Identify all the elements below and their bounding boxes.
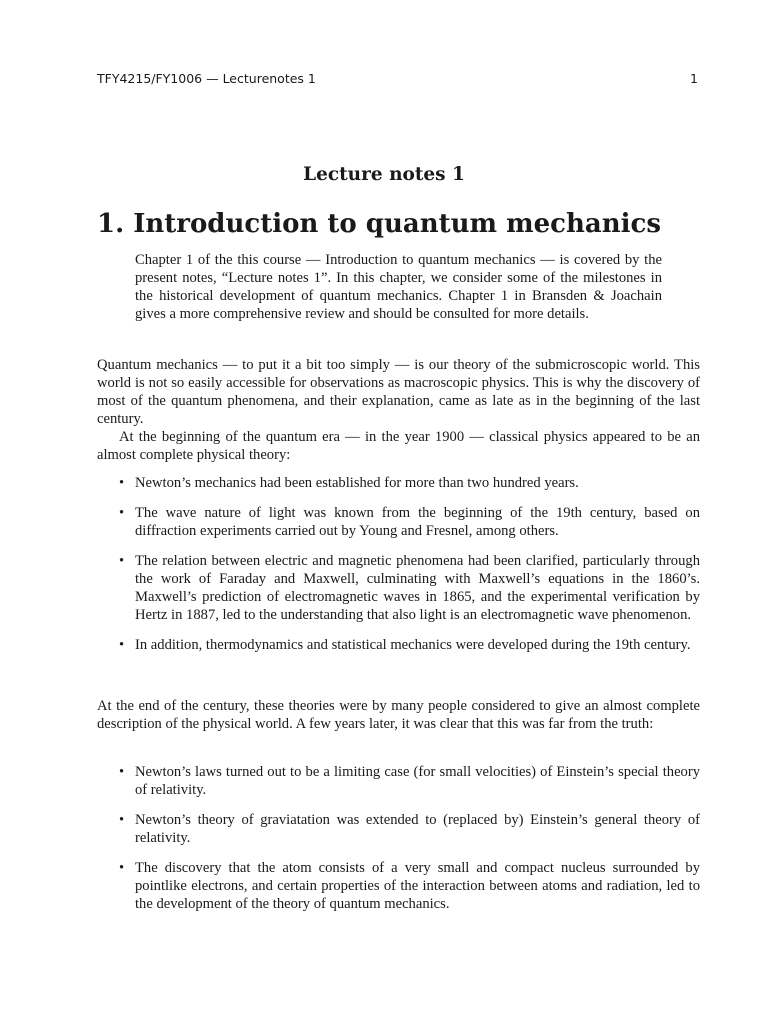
bullet-icon: • (119, 812, 125, 828)
page-number: 1 (690, 71, 698, 86)
list-item (97, 811, 700, 847)
list-item-text: Newton’s theory of graviatation was extended to (replaced by) Einstein’s general theory of relativity. (135, 812, 700, 846)
list-item (97, 859, 700, 913)
intro-block (97, 356, 700, 464)
list-item-text: The wave nature of light was known from the beginning of the 19th century, based on diffraction experiments carried out by Young and Fresnel, among others. (135, 505, 700, 539)
intro-paragraph: Quantum mechanics — to put it a bit too simply — is our theory of the submicroscopic world. This world is not so easily accessible for observations as macroscopic physics. This is why the discovery of most of the quantum phenomena, and their explanation, came as late as in the beginning of the last century. (97, 357, 700, 427)
bullet-icon: • (119, 764, 125, 780)
abstract: Chapter 1 of the this course — Introduction to quantum mechanics — is covered by the present notes, “Lecture notes 1”. In this chapter, we consider some of the milestones in the historical development of quantum mechanics. Chapter 1 in Bransden & Joachain gives a more comprehensive review and should be consulted for more details. (135, 252, 662, 322)
list-item-text: Newton’s mechanics had been established for more than two hundred years. (135, 475, 579, 491)
running-header (97, 70, 698, 88)
lecture-label: Lecture notes 1 (303, 164, 465, 185)
bullet-icon: • (119, 475, 125, 491)
bullet-icon: • (119, 637, 125, 653)
bullet-icon: • (119, 505, 125, 521)
list-item (97, 763, 700, 799)
bullet-icon: • (119, 553, 125, 569)
classical-physics-list (97, 474, 700, 666)
theory-revisions-list (97, 763, 700, 925)
list-item (97, 474, 700, 492)
header-course-title: TFY4215/FY1006 — Lecturenotes 1 (97, 71, 316, 86)
end-of-century-block (97, 697, 700, 733)
quantum-era-paragraph: At the beginning of the quantum era — in the year 1900 — classical physics appeared to be an almost complete physical theory: (97, 429, 700, 463)
list-item-text: The relation between electric and magnetic phenomena had been clarified, particularly through the work of Faraday and Maxwell, culminating with Maxwell’s equations in the 1860’s. Maxwell’s prediction of electromagnetic waves in 1865, and the experimental verification by Hertz in 1887, led to the understanding that also light is an electromagnetic wave phenomenon. (135, 553, 700, 623)
list-item (97, 504, 700, 540)
list-item (97, 552, 700, 624)
chapter-title: 1. Introduction to quantum mechanics (97, 209, 662, 239)
list-item (97, 636, 700, 654)
list-item-text: The discovery that the atom consists of a very small and compact nucleus surrounded by pointlike electrons, and certain properties of the interaction between atoms and radiation, led to the development of the theory of quantum mechanics. (135, 860, 700, 912)
list-item-text: In addition, thermodynamics and statistical mechanics were developed during the 19th century. (135, 637, 691, 653)
end-of-century-paragraph: At the end of the century, these theories were by many people considered to give an almost complete description of the physical world. A few years later, it was clear that this was far from the truth: (97, 698, 700, 732)
bullet-icon: • (119, 860, 125, 876)
list-item-text: Newton’s laws turned out to be a limiting case (for small velocities) of Einstein’s special theory of relativity. (135, 764, 700, 798)
